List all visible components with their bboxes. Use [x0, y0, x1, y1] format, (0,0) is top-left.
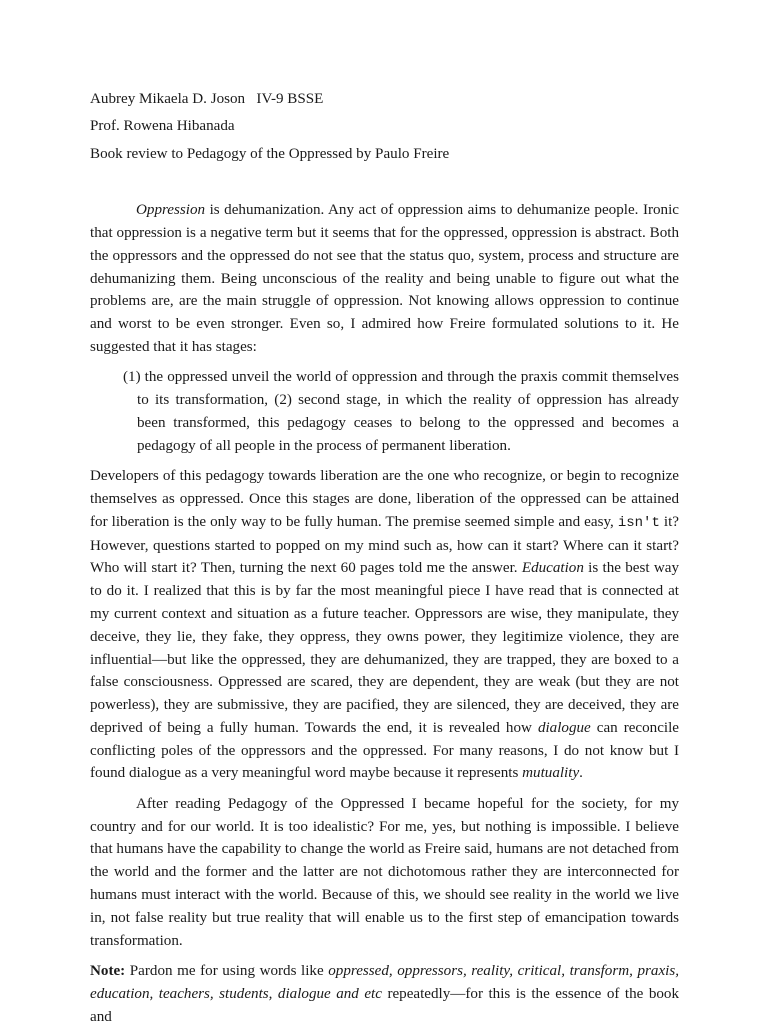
paragraph-hopeful: After reading Pedagogy of the Oppressed I became hopeful for the society, for my country and for our world. It is too idealistic? For me, yes, but nothing is impossible. I believe that humans have the capability to change the world as Freire said, humans are not detached from the world and the former and the latter are not dichotomous rather they are interconnected for humans must interact with the world. Because of this, we should see reality in the world we live in, not false reality but true reality that will enable us to the first step of emancipation towards transformation.: [90, 795, 679, 949]
spacer: [90, 170, 679, 199]
paragraph-intro-text: is dehumanization. Any act of oppression aims to dehumanize people. Ironic that oppression is a negative term but it seems that for the oppressed, oppression is abstract. Both the oppressors and the oppressed do not see that the status quo, system, process and structure are dehumanizing them. Being unconscious of the reality and being unable to figure out what the problems are, are the main struggle of oppression. Not knowing allows oppression to continue and worst to be even stronger. Even so, I admired how Freire formulated solutions to it. He suggested that it has stages:: [90, 202, 679, 355]
paragraph-developers-text-2: it? However, questions started to popped on my mind such as, how can it start? Where can it start? Who will start it? Then, turning the next 60 pages told me the answer.: [90, 513, 679, 577]
note-text-2: repeatedly—for this is the essence of the book and: [90, 985, 680, 1025]
review-title: Book review to Pedagogy of the Oppressed by Paulo Freire: [90, 145, 450, 162]
professor-line: Prof. Rowena Hibanada: [90, 118, 235, 135]
paragraph-note: [90, 960, 679, 1028]
paragraph-developers-text-3: is the best way to do it. I realized that this is by far the most meaningful piece I have read that is connected at my current context and situation as a future teacher. Oppressors are wise, they manipulate, they deceive, they lie, they fake, they oppress, they owns power, they legitimize violence, they are influential—but like the oppressed, they are dehumanized, they are trapped, they are boxed to a false consciousness. Oppressed are scared, they are dependent, they are weak (but they are not powerless), they are submissive, they are pacified, they are silenced, they are deceived, they are deprived of being a fully human. Towards the end, it is revealed how: [90, 560, 679, 736]
paragraph-intro: [90, 199, 679, 359]
term-education: Education: [521, 560, 584, 577]
paragraph-developers-text-1: Developers of this pedagogy towards liberation are the one who recognize, or begin to recognize themselves as oppressed. Once this stages are done, liberation of the oppressed can be attained for liberation is the only way to be fully human. The premise seemed simple and easy,: [90, 468, 679, 530]
term-oppression: Oppression: [136, 202, 206, 219]
note-label: Note:: [90, 963, 126, 980]
paragraph-developers: [90, 465, 679, 785]
note-word-list: oppressed, oppressors, reality, critical, transform, praxis, education, teachers, students, dialogue and etc: [90, 963, 679, 1002]
word-isnt: isn't: [617, 514, 660, 531]
note-text-1: Pardon me for using words like: [125, 963, 329, 980]
document-page: [90, 88, 679, 1036]
paragraph-developers-text-4: can reconcile conflicting poles of the oppressors and the oppressed. For many reasons, I do not know but I found dialogue as a very meaningful word maybe because it represents: [90, 719, 679, 782]
term-mutuality: mutuality: [522, 765, 580, 782]
term-dialogue: dialogue: [537, 719, 591, 736]
block-quote-stages: (1) the oppressed unveil the world of oppression and through the praxis commit themselves to its transformation, (2) second stage, in which the reality of oppression has already been transformed, this pedagogy ceases to belong to the oppressed and becomes a pedagogy of all people in the process of permanent liberation.: [123, 369, 679, 454]
student-name-line: Aubrey Mikaela D. Joson IV-9 BSSE: [90, 91, 324, 107]
paragraph-developers-text-5: .: [579, 765, 583, 782]
